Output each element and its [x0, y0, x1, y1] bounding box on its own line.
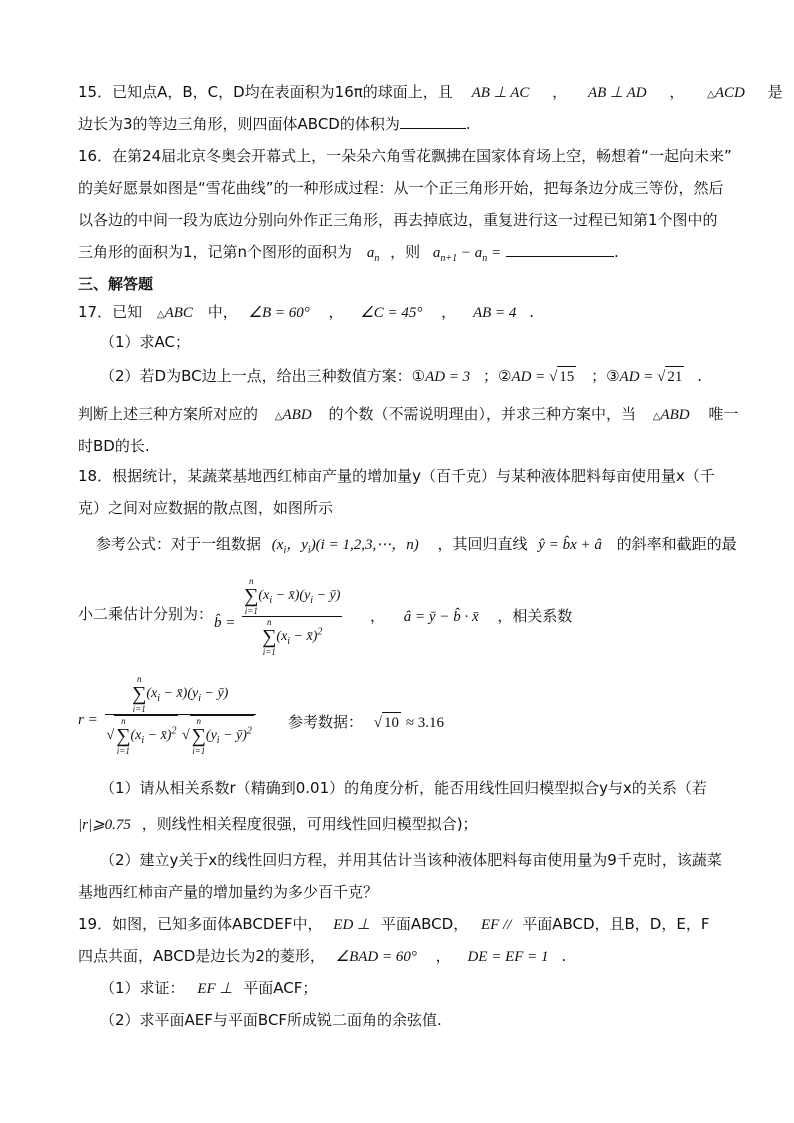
q18-part1: （1）请从相关系数r（精确到0.01）的角度分析，能否用线性回归模型拟合y与x的关系（若: [100, 779, 707, 797]
q19-line1: [78, 914, 709, 935]
q16-line4: 三角形的面积为1，记第n个图形的面积为 $a_n$ ，则 $a_{n+1} - a_n$ = .: [78, 243, 619, 264]
q18-part1-text: ，则线性相关程度很强，可用线性回归模型拟合)；: [141, 815, 478, 833]
q17-part2-text: （2）若D为BC边上一点，给出三种数值方案：: [100, 367, 412, 385]
q17-math-abd-2: ABD: [660, 407, 690, 423]
q17-math-angle-c: ∠C = 45°: [360, 305, 423, 321]
q15-text: 15．已知点A，B，C，D均在表面积为16π的球面上，且: [78, 83, 453, 101]
q18-slope-text: 的斜率和截距的最: [616, 535, 737, 553]
option-3-radicand: 21: [665, 366, 684, 387]
q15-math-acd: ACD: [714, 85, 745, 101]
q18-line3: [96, 534, 737, 561]
q19-part2: （2）求平面AEF与平面BCF所成锐二面角的余弦值.: [100, 1011, 442, 1029]
q18-formula-intro: 参考公式：对于一组数据: [96, 535, 262, 553]
q19-text2: 四点共面，ABCD是边长为2的菱形，: [78, 947, 325, 965]
q19-part1-plane: 平面ACF；: [243, 979, 318, 997]
q17-math-angle-b: ∠B = 60°: [248, 305, 310, 321]
q16-text4: 三角形的面积为1，记第n个图形的面积为: [78, 243, 353, 261]
q18-least-squares-text: 小二乘估计分别为：: [78, 605, 214, 623]
q19-math-de-ef: DE = EF = 1: [467, 949, 549, 965]
q18-correlation-text: ，相关系数: [497, 607, 573, 625]
q19-math-ef-parallel: EF //: [480, 917, 512, 933]
q19-math-angle-bad: ∠BAD = 60°: [335, 949, 417, 965]
triangle-icon: △: [652, 411, 661, 422]
reference-value: ≈ 3.16: [405, 715, 445, 731]
q17-text3c: 唯一: [708, 405, 739, 423]
q16-text4b: ，则: [390, 243, 421, 261]
q17-math-abd: ABD: [282, 407, 312, 423]
q17-text3b: 的个数（不需说明理由），并求三种方案中，当: [328, 405, 636, 423]
q17-part2: （2）若D为BC边上一点，给出三种数值方案：①AD = 3 ；②AD = √ 15 ；③AD = √ 21 .: [100, 367, 702, 385]
q16-line2: 的美好愿景如图是“雪花曲线”的一种形成过程：从一个正三角形开始，把每条边分成三等份，然后: [78, 179, 724, 197]
a-hat-formula: â = ȳ − b̂ · x̄: [403, 609, 479, 625]
q17-line4: 时BD的长.: [78, 437, 150, 455]
answer-blank: [400, 114, 466, 129]
q15-line2: 边长为3的等边三角形，则四面体ABCD的体积为 .: [78, 115, 471, 133]
q19-math-ef-perp: EF ⊥: [197, 981, 233, 997]
section-heading: 三、解答题: [78, 275, 154, 293]
q18-part2: （2）建立y关于x的线性回归方程，并用其估计当该种液体肥料每亩使用量为9千克时，该蔬菜: [100, 851, 722, 869]
q19-math-ed-perp: ED ⊥: [333, 917, 371, 933]
q15-math-ab-ac: AB ⊥ AC: [471, 85, 530, 101]
q19-text-end: 平面ABCD，且B，D，E，F: [522, 915, 710, 933]
q19-part1: [100, 978, 317, 999]
q19-plane-text: 平面ABCD，: [380, 915, 469, 933]
q18-line4: [78, 604, 213, 624]
q16-line1: 16．在第24届北京冬奥会开幕式上，一朵朵六角雪花飘拂在国家体育场上空，畅想着“一起向未来”: [78, 147, 732, 165]
q17-text-b: 中，: [207, 303, 238, 321]
reference-label: 参考数据：: [288, 713, 364, 731]
q18-reference-data: 参考数据： √ 10 ≈ 3.16: [288, 713, 445, 731]
b-hat-formula: b̂ = n ∑ i=1 ($x_i$ − $x̄)(y_i$ − ȳ) n ∑ i=1 ($x_i$ − x̄)$^2$: [214, 576, 341, 657]
q17-part1: （1）求AC；: [100, 333, 191, 351]
q18-regression-text: ，其回归直线: [437, 535, 528, 553]
q18-part1-cont: [78, 814, 478, 835]
option-3-circle: ③: [606, 367, 620, 385]
q17-line3: [78, 404, 738, 427]
option-2-math: AD =: [511, 369, 550, 385]
q19-text: 19．如图，已知多面体ABCDEF中，: [78, 915, 323, 933]
q15-text-end: 是: [767, 83, 783, 101]
q17-math-ab: AB = 4: [472, 305, 517, 321]
r-formula: r = n ∑ i=1 ($x_i$ − $x̄)(y_i$ − ȳ) √ n ∑ i=1 ($x_i$ − x̄)$^2$ √ n ∑ i=1 ($y_i$ − ȳ)$^2$: [78, 674, 256, 756]
option-2-circle: ②: [497, 367, 512, 385]
q15-math-ab-ad: AB ⊥ AD: [587, 85, 647, 101]
q18-part2-cont: 基地西红柿亩产量的增加量约为多少百千克？: [78, 883, 379, 901]
answer-blank: [506, 242, 614, 257]
q17-math-abc: ABC: [164, 305, 193, 321]
option-3-math: AD =: [619, 369, 658, 385]
option-2-radicand: 15: [557, 366, 576, 387]
q17-text3: 判断上述三种方案所对应的: [78, 405, 259, 423]
q19-line2: 四点共面，ABCD是边长为2的菱形， ∠BAD = 60° ， DE = EF = 1 .: [78, 947, 567, 965]
data-set-notation: ($x_i$，$y_i)(i$ = 1,2,3,⋯，n): [271, 537, 419, 556]
q18-line2: 克）之间对应数据的散点图，如图所示: [78, 499, 334, 517]
triangle-icon: △: [156, 309, 165, 320]
triangle-icon: △: [274, 411, 283, 422]
triangle-icon: △: [707, 89, 715, 100]
option-1-math: AD = 3: [425, 369, 471, 385]
q16-line3: 以各边的中间一段为底边分别向外作正三角形，再去掉底边，重复进行这一过程已知第1个图中的: [78, 211, 718, 229]
option-1-circle: ①: [411, 367, 426, 385]
q19-part1-text: （1）求证：: [100, 979, 185, 997]
q18-a-hat-line: ， â = ȳ − b̂ · x̄ ，相关系数: [370, 607, 573, 625]
abs-r-condition: |r|⩾0.75: [78, 817, 131, 833]
regression-line-formula: ŷ = b̂x + â: [538, 537, 602, 553]
q18-line1: 18．根据统计，某蔬菜基地西红柿亩产量的增加量y（百千克）与某种液体肥料每亩使用量x（千: [78, 467, 715, 485]
q17-line1: 17．已知 △ABC 中， ∠B = 60° ， ∠C = 45° ， AB = 4 .: [78, 303, 534, 321]
q15-text2: 边长为3的等边三角形，则四面体ABCD的体积为: [78, 115, 400, 133]
q17-text: 17．已知: [78, 303, 143, 321]
q15-line1: 15．已知点A，B，C，D均在表面积为16π的球面上，且 AB ⊥ AC ， AB ⊥ AD ， △ACD 是: [78, 83, 783, 101]
